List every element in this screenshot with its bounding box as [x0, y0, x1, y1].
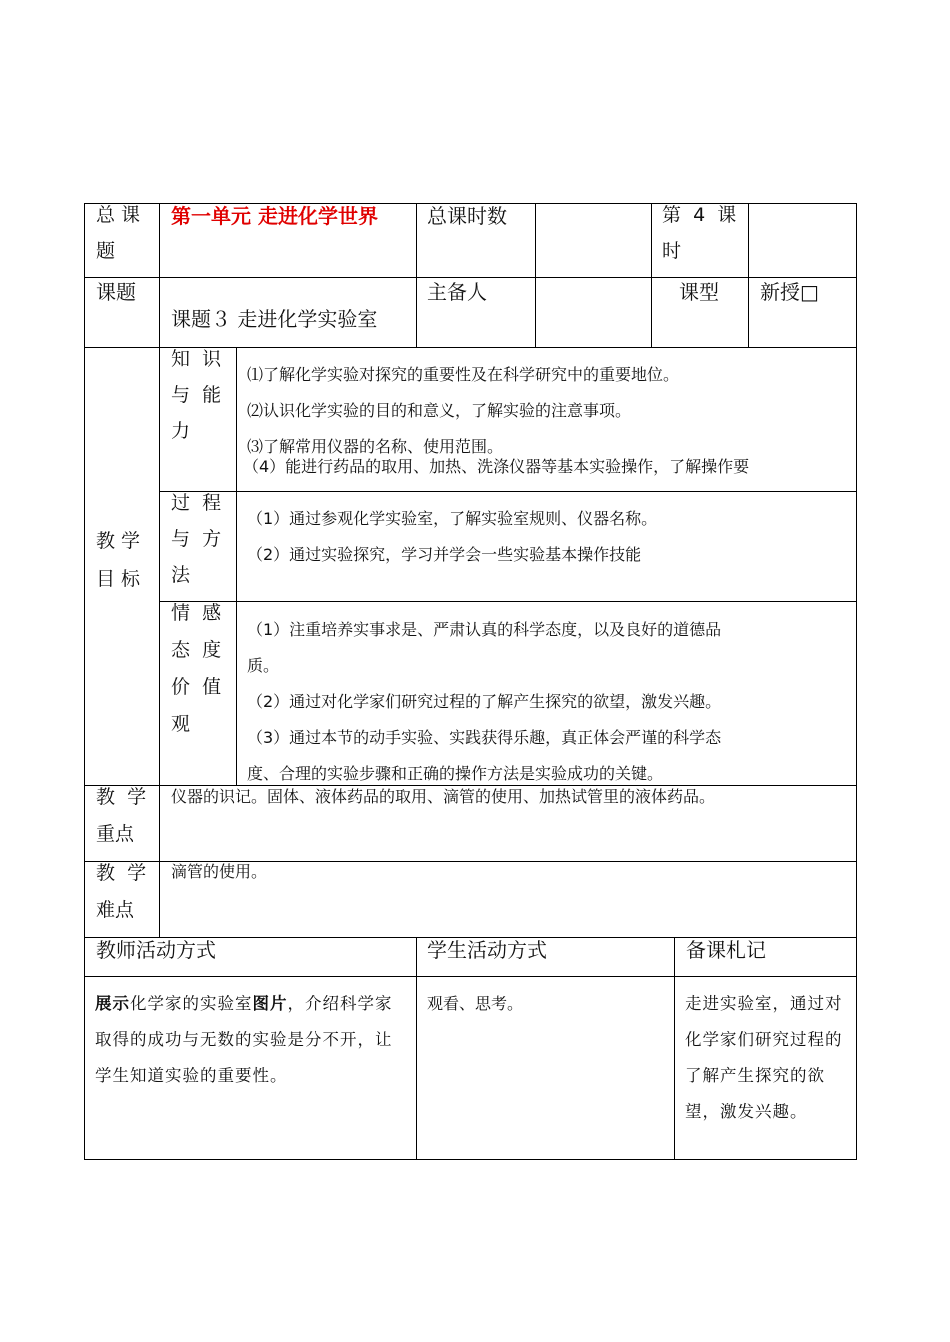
notes-header: 备课札记 — [686, 938, 766, 962]
grid-line — [236, 347, 237, 785]
student-activity-text: 观看、思考。 — [427, 994, 524, 1013]
lesson-number-line1: 第 4 课 — [662, 204, 737, 226]
grid-line — [84, 1159, 857, 1160]
emotion-item: （2）通过对化学家们研究过程的了解产生探究的欲望，激发兴趣。 — [247, 692, 722, 711]
key-points-text: 仪器的识记。固体、液体药品的取用、滴管的使用、加热试管里的液体药品。 — [171, 787, 716, 806]
lesson-type-value: 新授□ — [760, 280, 819, 304]
emotion-label-line3: 价 值 — [171, 676, 222, 698]
difficulties-label-line1: 教 学 — [96, 862, 147, 884]
unit-title: 第一单元 走进化学世界 — [171, 204, 378, 228]
knowledge-label-line3: 力 — [171, 420, 191, 442]
knowledge-item: （4）能进行药品的取用、加热、洗涤仪器等基本实验操作，了解操作要 — [243, 457, 750, 476]
process-label-line3: 法 — [171, 564, 191, 586]
knowledge-label-line1: 知 识 — [171, 348, 222, 370]
emotion-label-line1: 情 感 — [171, 602, 222, 624]
goals-label-line2: 目 标 — [96, 568, 141, 590]
process-item: （1）通过参观化学实验室，了解实验室规则、仪器名称。 — [247, 509, 658, 528]
notes-text: 走进实验室，通过对化学家们研究过程的了解产生探究的欲望，激发兴趣。 — [685, 994, 843, 1121]
emotion-item: 度、合理的实验步骤和正确的操作方法是实验成功的关键。 — [247, 764, 664, 783]
knowledge-item: ⑴了解化学实验对探究的重要性及在科学研究中的重要地位。 — [247, 365, 680, 384]
general-topic-label-line2: 题 — [96, 240, 116, 262]
lesson-number-line2: 时 — [662, 240, 682, 262]
emotion-item: （1）注重培养实事求是、严肃认真的科学态度，以及良好的道德品 — [247, 620, 722, 639]
preparer-label: 主备人 — [427, 280, 487, 304]
grid-line — [84, 203, 85, 1160]
teacher-text-part: 化学家的实验室 — [130, 994, 253, 1013]
emotion-label-line2: 态 度 — [171, 639, 222, 661]
grid-line — [159, 601, 857, 602]
emotion-item: （3）通过本节的动手实验、实践获得乐趣，真正体会严谨的科学态 — [247, 728, 722, 747]
grid-line — [84, 277, 857, 278]
topic-title: 课题３ 走进化学实验室 — [171, 307, 378, 331]
grid-line — [159, 491, 857, 492]
process-item: （2）通过实验探究，学习并学会一些实验基本操作技能 — [247, 545, 642, 564]
difficulties-text: 滴管的使用。 — [171, 862, 268, 881]
show-keyword: 展示 — [95, 994, 130, 1013]
picture-keyword: 图片 — [252, 994, 288, 1013]
key-points-label-line2: 重点 — [96, 823, 135, 845]
process-label-line1: 过 程 — [171, 492, 222, 514]
grid-line — [159, 203, 160, 937]
emotion-label-line4: 观 — [171, 713, 191, 735]
emotion-item: 质。 — [247, 656, 280, 675]
goals-label-line1: 教 学 — [96, 530, 141, 552]
grid-line — [748, 203, 749, 347]
total-hours-label: 总课时数 — [427, 204, 507, 228]
grid-line — [535, 203, 536, 347]
lesson-type-label: 课型 — [679, 280, 719, 304]
grid-line — [856, 203, 857, 1160]
teacher-activity-text — [95, 986, 408, 1094]
teacher-activity-header: 教师活动方式 — [96, 938, 216, 962]
grid-line — [84, 976, 857, 977]
difficulties-label-line2: 难点 — [96, 899, 135, 921]
process-label-line2: 与 方 — [171, 528, 222, 550]
grid-line — [674, 937, 675, 1160]
grid-line — [651, 203, 652, 347]
grid-line — [416, 203, 417, 347]
knowledge-label-line2: 与 能 — [171, 384, 222, 406]
knowledge-item: ⑵认识化学实验的目的和意义，了解实验的注意事项。 — [247, 401, 632, 420]
key-points-label-line1: 教 学 — [96, 786, 147, 808]
topic-label: 课题 — [96, 280, 136, 304]
student-activity-header: 学生活动方式 — [427, 938, 547, 962]
teacher-text-part: ，介绍科学家取得的成功与无数的实验是分不开，让学生知道实验的重要性。 — [95, 994, 393, 1085]
general-topic-label-line1: 总 课 — [96, 204, 141, 226]
grid-line — [84, 785, 857, 786]
knowledge-item: ⑶了解常用仪器的名称、使用范围。 — [247, 437, 504, 456]
grid-line — [416, 937, 417, 1160]
